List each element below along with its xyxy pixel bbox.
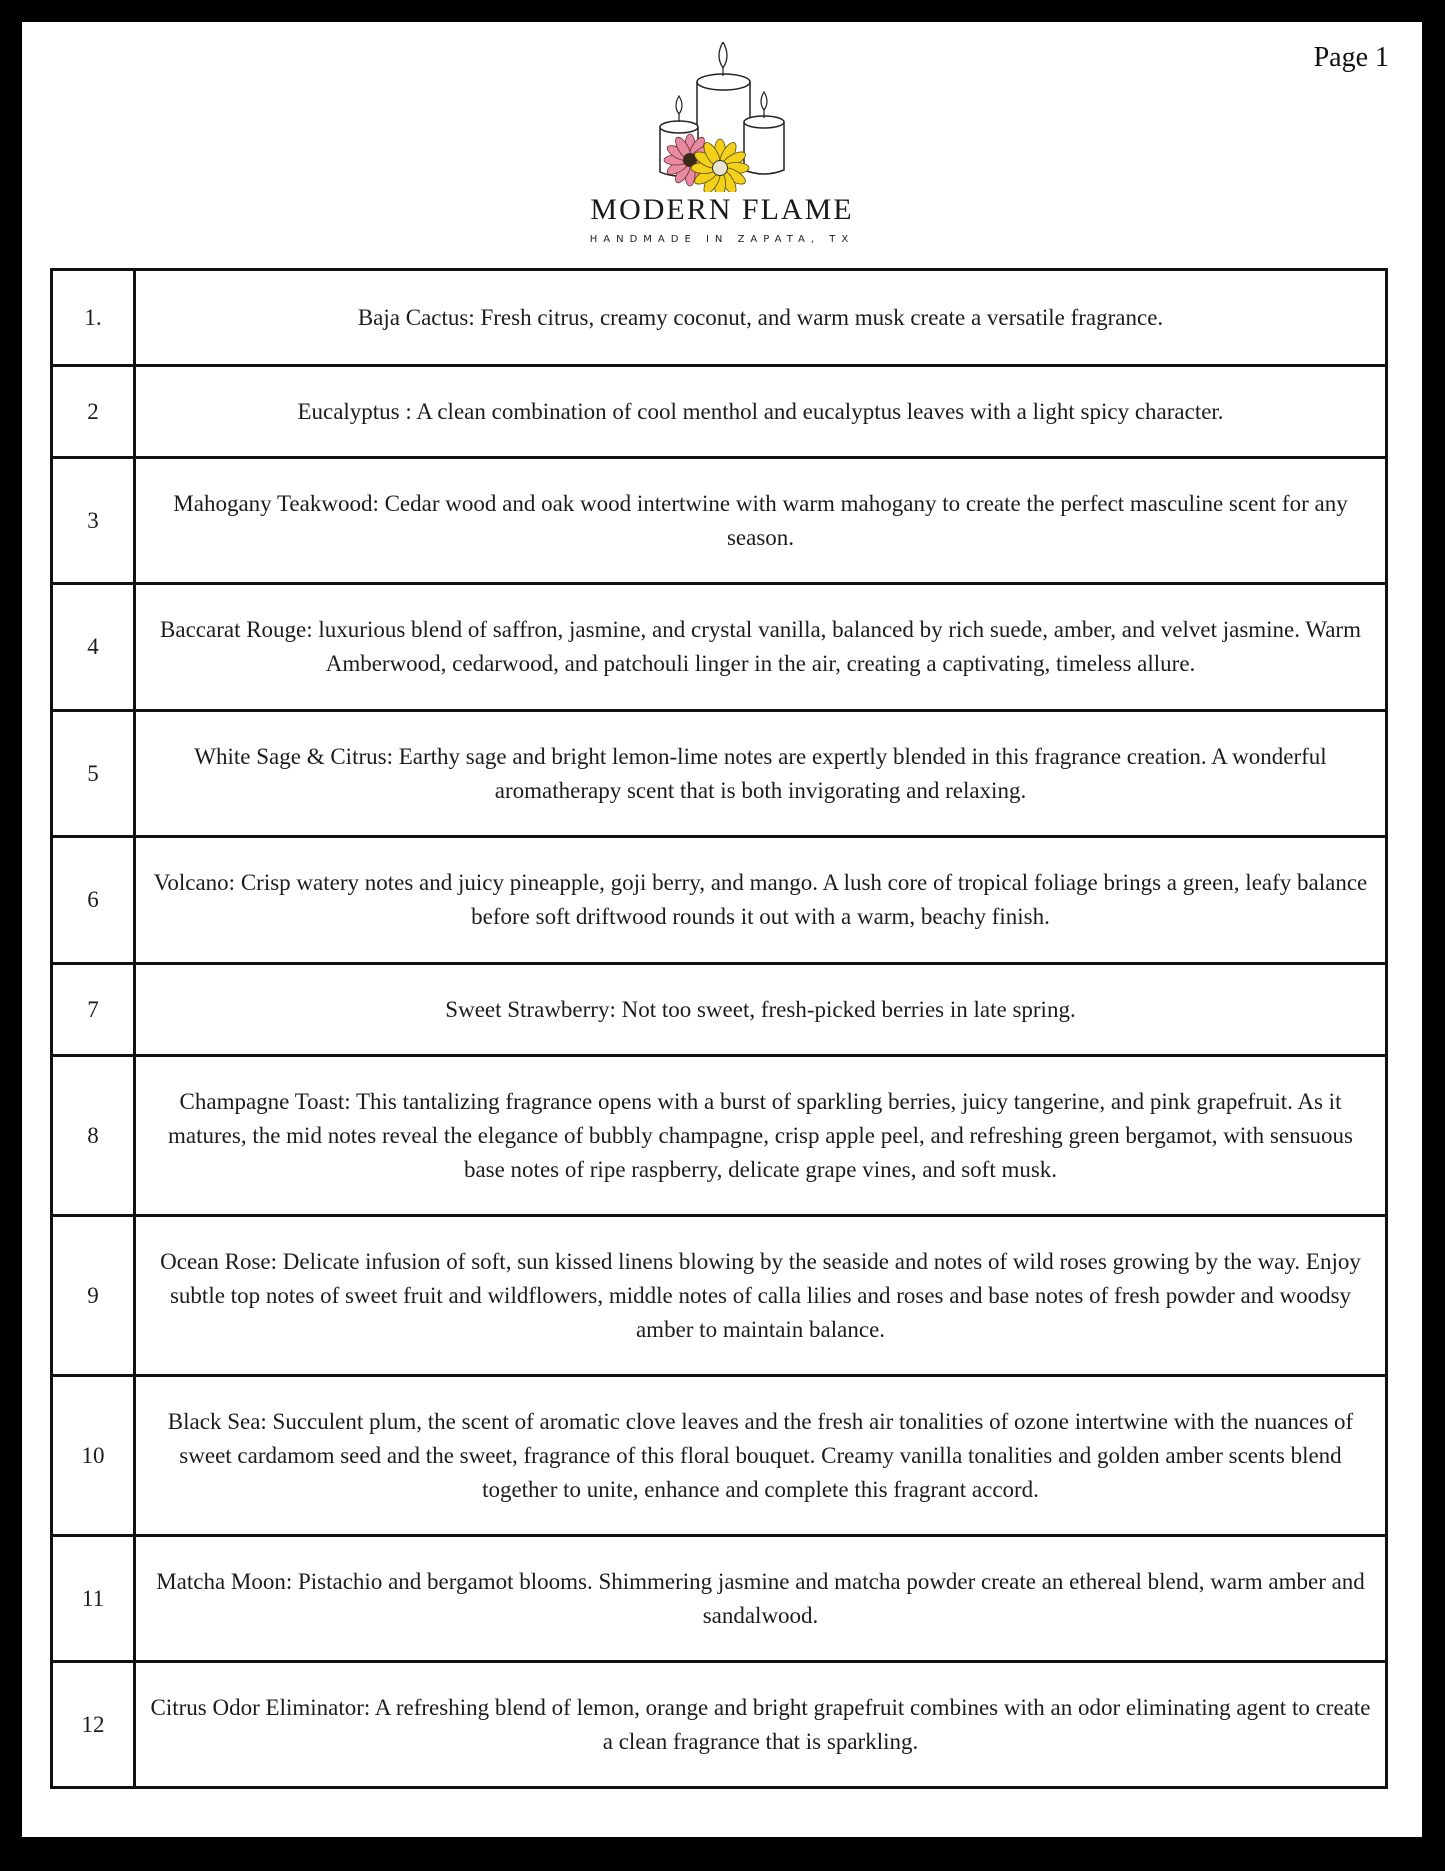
candles-flowers-icon bbox=[642, 42, 802, 192]
table-row bbox=[52, 964, 1387, 1056]
page-number: Page 1 bbox=[1313, 42, 1389, 73]
scent-description: Citrus Odor Eliminator: A refreshing blend of lemon, orange and bright grapefruit combines with an odor eliminating agent to create a clean fragrance that is sparkling. bbox=[135, 1662, 1387, 1788]
scent-description: Champagne Toast: This tantalizing fragrance opens with a burst of sparkling berries, juicy tangerine, and pink grapefruit. As it matures, the mid notes reveal the elegance of bubbly champagne, crisp apple peel, and refreshing green bergamot, with sensuous base notes of ripe raspberry, delicate grape vines, and soft musk. bbox=[135, 1056, 1387, 1216]
brand-name: MODERN FLAME bbox=[590, 193, 854, 226]
scent-description: White Sage & Citrus: Earthy sage and bright lemon-lime notes are expertly blended in this fragrance creation. A wonderful aromatherapy scent that is both invigorating and relaxing. bbox=[135, 711, 1387, 837]
brand-logo bbox=[22, 42, 1422, 245]
scent-number: 2 bbox=[52, 366, 135, 458]
table-row bbox=[52, 584, 1387, 711]
scent-description: Eucalyptus : A clean combination of cool menthol and eucalyptus leaves with a light spicy character. bbox=[135, 366, 1387, 458]
scent-table bbox=[50, 268, 1388, 1789]
scent-number: 4 bbox=[52, 584, 135, 711]
scent-description: Ocean Rose: Delicate infusion of soft, sun kissed linens blowing by the seaside and notes of wild roses growing by the way. Enjoy subtle top notes of sweet fruit and wildflowers, middle notes of calla lilies and roses and base notes of fresh powder and woodsy amber to maintain balance. bbox=[135, 1216, 1387, 1376]
scent-number: 3 bbox=[52, 458, 135, 584]
scent-number: 5 bbox=[52, 711, 135, 837]
table-row bbox=[52, 1056, 1387, 1216]
scent-number: 12 bbox=[52, 1662, 135, 1788]
document-page bbox=[22, 22, 1422, 1837]
table-row bbox=[52, 1376, 1387, 1536]
scent-number: 6 bbox=[52, 837, 135, 964]
table-row bbox=[52, 1662, 1387, 1788]
table-row bbox=[52, 1216, 1387, 1376]
scent-description: Matcha Moon: Pistachio and bergamot blooms. Shimmering jasmine and matcha powder create an ethereal blend, warm amber and sandalwood. bbox=[135, 1536, 1387, 1662]
table-row bbox=[52, 270, 1387, 366]
table-row bbox=[52, 458, 1387, 584]
scent-number: 8 bbox=[52, 1056, 135, 1216]
scent-description: Sweet Strawberry: Not too sweet, fresh-picked berries in late spring. bbox=[135, 964, 1387, 1056]
brand-tagline: HANDMADE IN ZAPATA, TX bbox=[589, 234, 855, 245]
scent-description: Baccarat Rouge: luxurious blend of saffron, jasmine, and crystal vanilla, balanced by rich suede, amber, and velvet jasmine. Warm Amberwood, cedarwood, and patchouli linger in the air, creating a captivating, timeless allure. bbox=[135, 584, 1387, 711]
scent-number: 1. bbox=[52, 270, 135, 366]
scent-description: Baja Cactus: Fresh citrus, creamy coconut, and warm musk create a versatile fragrance. bbox=[135, 270, 1387, 366]
table-row bbox=[52, 1536, 1387, 1662]
scent-number: 11 bbox=[52, 1536, 135, 1662]
table-row bbox=[52, 366, 1387, 458]
scent-description: Mahogany Teakwood: Cedar wood and oak wood intertwine with warm mahogany to create the perfect masculine scent for any season. bbox=[135, 458, 1387, 584]
scent-number: 10 bbox=[52, 1376, 135, 1536]
scent-description: Black Sea: Succulent plum, the scent of aromatic clove leaves and the fresh air tonalities of ozone intertwine with the nuances of sweet cardamom seed and the sweet, fragrance of this floral bouquet. Creamy vanilla tonalities and golden amber scents blend together to unite, enhance and complete this fragrant accord. bbox=[135, 1376, 1387, 1536]
table-row bbox=[52, 711, 1387, 837]
scent-number: 9 bbox=[52, 1216, 135, 1376]
scent-description: Volcano: Crisp watery notes and juicy pineapple, goji berry, and mango. A lush core of tropical foliage brings a green, leafy balance before soft driftwood rounds it out with a warm, beachy finish. bbox=[135, 837, 1387, 964]
scent-number: 7 bbox=[52, 964, 135, 1056]
table-row bbox=[52, 837, 1387, 964]
